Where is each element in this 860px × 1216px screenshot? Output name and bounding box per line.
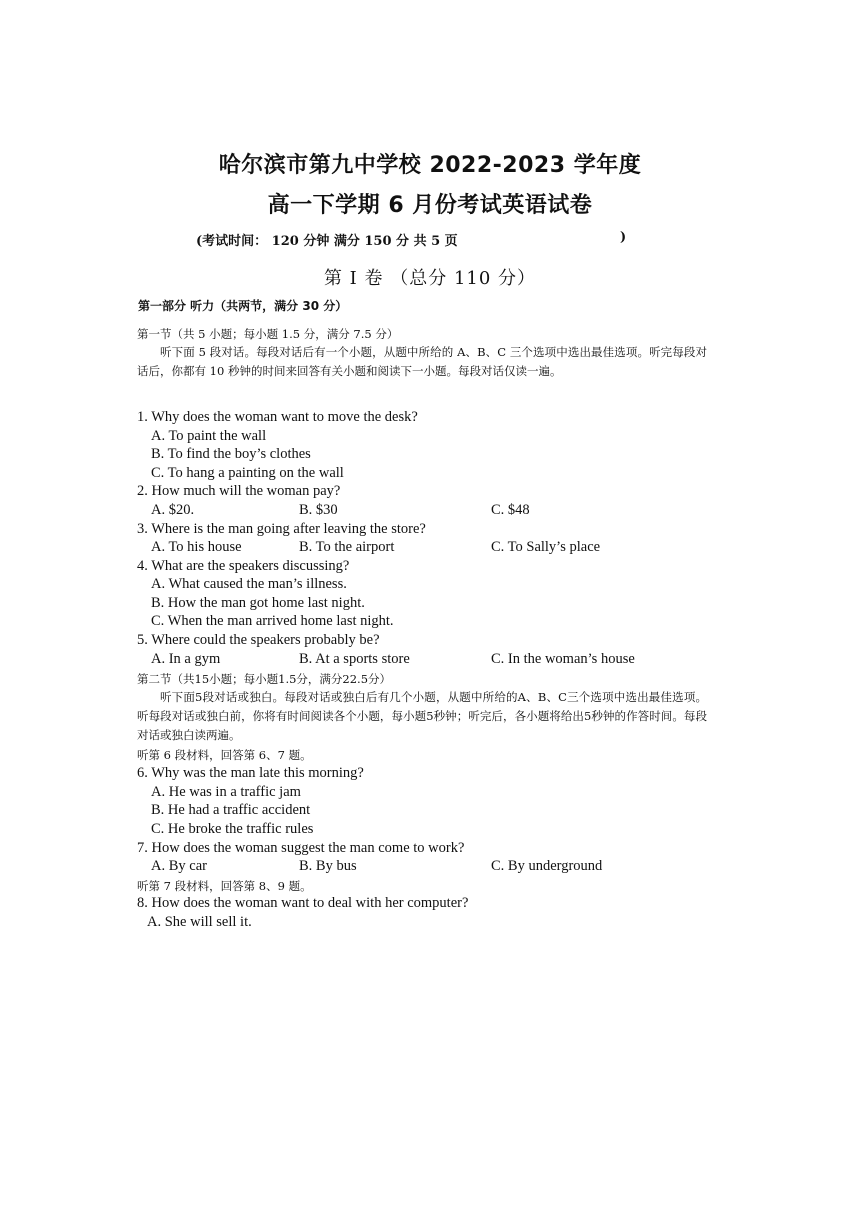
question-2-option-a: A. $20. — [151, 502, 195, 518]
question-6-option-b: B. He had a traffic accident — [151, 802, 311, 818]
exam-title-line2: 高一下学期 6 月份考试英语试卷 — [267, 193, 593, 218]
question-1-stem: 1. Why does the woman want to move the desk? — [137, 409, 418, 425]
question-2-stem: 2. How much will the woman pay? — [137, 483, 341, 499]
question-4-option-a: A. What caused the man’s illness. — [151, 576, 347, 592]
question-6-option-a: A. He was in a traffic jam — [151, 784, 301, 800]
question-1-option-b: B. To find the boy’s clothes — [151, 446, 311, 462]
exam-info-close: ) — [620, 230, 627, 245]
question-5-option-b: B. At a sports store — [299, 651, 410, 667]
material6-note: 听第 6 段材料，回答第 6、7 题。 — [137, 748, 312, 762]
question-7-option-a: A. By car — [151, 858, 207, 874]
question-6-stem: 6. Why was the man late this morning? — [137, 765, 364, 781]
section1-title: 第一节（共 5 小题；每小题 1.5 分，满分 7.5 分） — [137, 327, 399, 341]
question-2-option-b: B. $30 — [299, 502, 338, 518]
question-1-option-a: A. To paint the wall — [151, 428, 267, 444]
question-3-option-a: A. To his house — [151, 539, 242, 555]
question-7-stem: 7. How does the woman suggest the man come to work? — [137, 840, 465, 856]
question-5-option-c: C. In the woman’s house — [491, 651, 635, 667]
question-7-option-b: B. By bus — [299, 858, 357, 874]
section2-instruction: 听下面5段对话或独白。每段对话或独白后有几个小题，从题中所给的A、B、C三个选项中选出最佳选项。听每段对话或独白前，你将有时间阅读各个小题，每小题5秒钟；听完后，各小题将给出5秒钟的作答时间。每段对话或独白读两遍。 — [137, 690, 707, 742]
material7-note: 听第 7 段材料，回答第 8、9 题。 — [137, 879, 312, 893]
exam-info — [196, 230, 627, 249]
question-3-option-c: C. To Sally’s place — [491, 539, 601, 555]
question-3-stem: 3. Where is the man going after leaving the store? — [137, 521, 426, 537]
question-5-stem: 5. Where could the speakers probably be? — [137, 632, 380, 648]
question-2-option-c: C. $48 — [491, 502, 530, 518]
question-4-option-b: B. How the man got home last night. — [151, 595, 365, 611]
exam-title-line1: 哈尔滨市第九中学校 2022-2023 学年度 — [218, 153, 642, 178]
exam-info-text: (考试时间： 120 分钟 满分 150 分 共 5 页 — [196, 234, 458, 249]
section1-instruction: 听下面 5 段对话。每段对话后有一个小题，从题中所给的 A、B、C 三个选项中选出最佳选项。听完每段对话后，你都有 10 秒钟的时间来回答有关小题和阅读下一小题。每段对话仅读一遍。 — [137, 345, 707, 378]
question-8-stem: 8. How does the woman want to deal with her computer? — [137, 895, 469, 911]
question-8-option-a: A. She will sell it. — [147, 914, 252, 930]
question-4-option-c: C. When the man arrived home last night. — [151, 613, 394, 629]
section2-title: 第二节（共15小题；每小题1.5分，满分22.5分） — [137, 672, 392, 686]
question-7-option-c: C. By underground — [491, 858, 603, 874]
part1-title: 第一部分 听力（共两节，满分 30 分） — [138, 299, 348, 313]
question-5-option-a: A. In a gym — [151, 651, 221, 667]
question-4-stem: 4. What are the speakers discussing? — [137, 558, 350, 574]
question-3-option-b: B. To the airport — [299, 539, 395, 555]
question-6-option-c: C. He broke the traffic rules — [151, 821, 314, 837]
question-1-option-c: C. To hang a painting on the wall — [151, 465, 344, 481]
volume-title: 第 I 卷 （总分 110 分） — [323, 268, 537, 289]
